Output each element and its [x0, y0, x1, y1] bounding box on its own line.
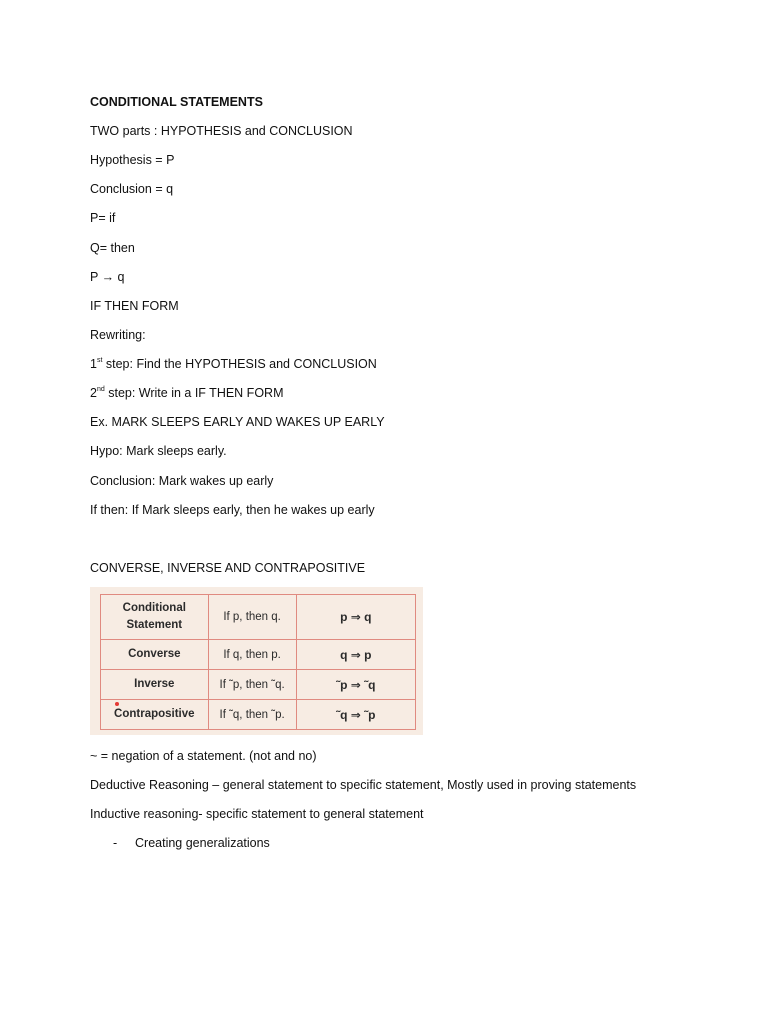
table-cell-symbol: ˜q ⇒ ˜p: [296, 700, 415, 730]
cell-name-line1: Conditional: [122, 602, 186, 614]
table-cell-name: Converse: [101, 640, 209, 670]
bullet-dash: -: [113, 836, 118, 850]
text-line: P → q: [90, 270, 125, 284]
conditional-forms-table-image: [90, 587, 423, 735]
text-line: ~ = negation of a statement. (not and no): [90, 749, 317, 763]
example-line: If then: If Mark sleeps early, then he wakes up early: [90, 503, 375, 517]
step-2-number: 2: [90, 386, 97, 400]
table-cell-form: If p, then q.: [208, 595, 296, 640]
bullet-text: Creating generalizations: [135, 836, 270, 850]
table-cell-form: If q, then p.: [208, 640, 296, 670]
table-row: [101, 595, 416, 640]
step-2-line: [90, 385, 284, 401]
step-2-text: step: Write in a IF THEN FORM: [104, 386, 284, 400]
conditional-forms-table: [100, 594, 416, 730]
example-line: Conclusion: Mark wakes up early: [90, 474, 274, 488]
table-cell-symbol: p ⇒ q: [296, 595, 415, 640]
text-line: TWO parts : HYPOTHESIS and CONCLUSION: [90, 124, 353, 138]
table-row: [101, 640, 416, 670]
section-heading: CONVERSE, INVERSE AND CONTRAPOSITIVE: [90, 561, 366, 575]
text-line: Deductive Reasoning – general statement to specific statement, Mostly used in proving statements: [90, 778, 637, 792]
text-line: Conclusion = q: [90, 182, 174, 196]
text-line: IF THEN FORM: [90, 299, 179, 313]
red-dot-mark: [115, 702, 119, 706]
step-1-line: [90, 356, 377, 372]
table-row: [101, 700, 416, 730]
document-title: CONDITIONAL STATEMENTS: [90, 95, 263, 109]
table-cell-name: Contrapositive: [101, 700, 209, 730]
step-1-number: 1: [90, 357, 97, 371]
text-line: Inductive reasoning- specific statement to general statement: [90, 807, 424, 821]
example-line: Hypo: Mark sleeps early.: [90, 444, 227, 458]
table-cell-name: [101, 595, 209, 640]
table-cell-form: If ˜q, then ˜p.: [208, 700, 296, 730]
table-cell-name: Inverse: [101, 670, 209, 700]
cell-name-line2: Statement: [126, 619, 183, 631]
step-1-text: step: Find the HYPOTHESIS and CONCLUSION: [102, 357, 377, 371]
text-line: Q= then: [90, 241, 135, 255]
text-line: P= if: [90, 211, 116, 225]
table-cell-symbol: q ⇒ p: [296, 640, 415, 670]
text-line: Hypothesis = P: [90, 153, 175, 167]
text-line: Rewriting:: [90, 328, 146, 342]
table-cell-form: If ˜p, then ˜q.: [208, 670, 296, 700]
step-1-suffix: st: [96, 356, 103, 364]
table-cell-symbol: ˜p ⇒ ˜q: [296, 670, 415, 700]
step-2-suffix: nd: [96, 385, 105, 393]
table-row: [101, 670, 416, 700]
example-line: Ex. MARK SLEEPS EARLY AND WAKES UP EARLY: [90, 415, 385, 429]
